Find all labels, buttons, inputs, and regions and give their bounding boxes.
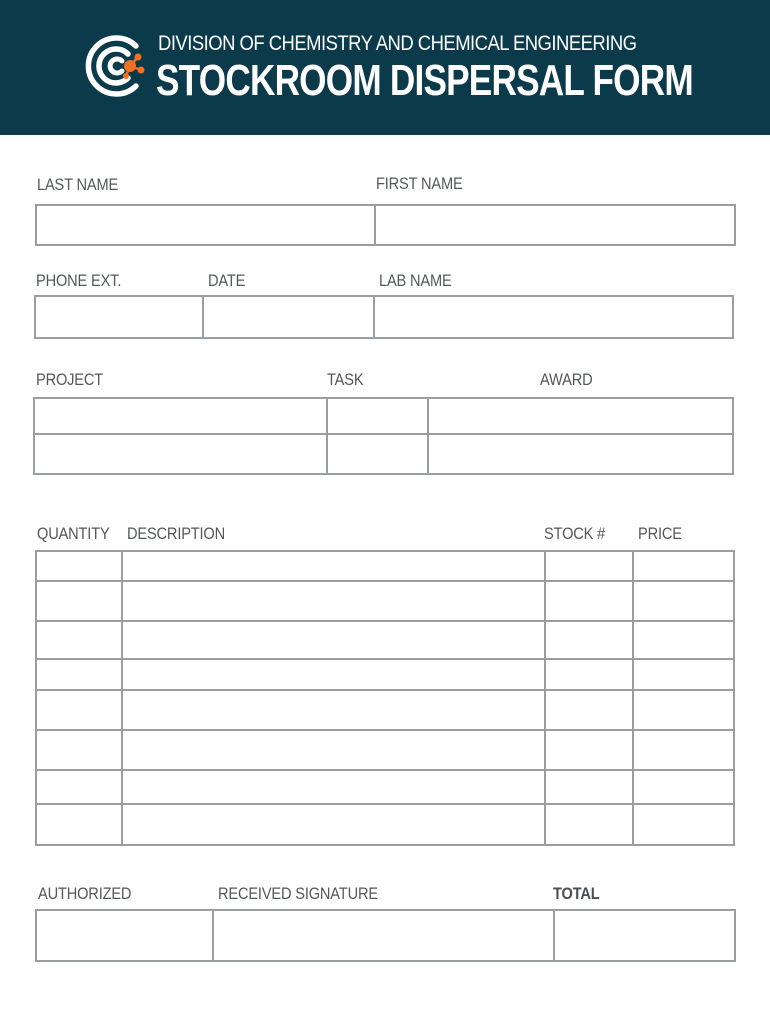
quantity-cell[interactable]	[35, 729, 124, 771]
quantity-label: QUANTITY	[37, 524, 110, 543]
received-signature-label: RECEIVED SIGNATURE	[218, 884, 378, 903]
division-name: DIVISION OF CHEMISTRY AND CHEMICAL ENGINEERING	[158, 32, 637, 55]
description-cell[interactable]	[121, 550, 547, 582]
stock-number-label: STOCK #	[544, 524, 606, 543]
stock-number-cell[interactable]	[544, 689, 635, 731]
date-field[interactable]	[202, 295, 375, 339]
authorized-label: AUTHORIZED	[38, 884, 132, 903]
stock-number-cell[interactable]	[544, 658, 635, 691]
stock-number-cell[interactable]	[544, 550, 635, 582]
quantity-cell[interactable]	[35, 803, 124, 846]
quantity-cell[interactable]	[35, 658, 124, 691]
price-cell[interactable]	[632, 550, 735, 582]
first-name-field[interactable]	[374, 204, 736, 246]
price-label: PRICE	[638, 524, 682, 543]
last-name-field[interactable]	[35, 204, 376, 246]
task-label: TASK	[327, 370, 364, 389]
award-label: AWARD	[540, 370, 593, 389]
received-signature-field[interactable]	[212, 909, 555, 962]
stock-number-cell[interactable]	[544, 769, 635, 805]
form-header	[0, 0, 770, 135]
award-field[interactable]	[427, 397, 734, 435]
molecule-c-logo-icon	[78, 30, 150, 102]
total-field[interactable]	[553, 909, 736, 962]
description-cell[interactable]	[121, 620, 547, 660]
price-cell[interactable]	[632, 620, 735, 660]
first-name-label: FIRST NAME	[376, 174, 463, 193]
project-field[interactable]	[33, 397, 328, 435]
quantity-cell[interactable]	[35, 620, 124, 660]
price-cell[interactable]	[632, 803, 735, 846]
phone-ext-label: PHONE EXT.	[36, 271, 122, 290]
stock-number-cell[interactable]	[544, 729, 635, 771]
authorized-field[interactable]	[35, 909, 214, 962]
phone-ext-field[interactable]	[34, 295, 204, 339]
quantity-cell[interactable]	[35, 689, 124, 731]
award-field[interactable]	[427, 433, 734, 475]
price-cell[interactable]	[632, 729, 735, 771]
price-cell[interactable]	[632, 580, 735, 622]
price-cell[interactable]	[632, 689, 735, 731]
price-cell[interactable]	[632, 769, 735, 805]
stock-number-cell[interactable]	[544, 803, 635, 846]
description-cell[interactable]	[121, 658, 547, 691]
task-field[interactable]	[326, 397, 429, 435]
stock-number-cell[interactable]	[544, 580, 635, 622]
total-label: TOTAL	[553, 884, 600, 903]
description-cell[interactable]	[121, 803, 547, 846]
quantity-cell[interactable]	[35, 580, 124, 622]
price-cell[interactable]	[632, 658, 735, 691]
date-label: DATE	[208, 271, 246, 290]
stock-number-cell[interactable]	[544, 620, 635, 660]
quantity-cell[interactable]	[35, 550, 124, 582]
last-name-label: LAST NAME	[37, 175, 119, 194]
task-field[interactable]	[326, 433, 429, 475]
project-field[interactable]	[33, 433, 328, 475]
lab-name-label: LAB NAME	[379, 271, 452, 290]
project-label: PROJECT	[36, 370, 104, 389]
lab-name-field[interactable]	[373, 295, 734, 339]
quantity-cell[interactable]	[35, 769, 124, 805]
description-label: DESCRIPTION	[127, 524, 226, 543]
description-cell[interactable]	[121, 729, 547, 771]
form-title: STOCKROOM DISPERSAL FORM	[156, 56, 693, 105]
description-cell[interactable]	[121, 689, 547, 731]
description-cell[interactable]	[121, 769, 547, 805]
description-cell[interactable]	[121, 580, 547, 622]
